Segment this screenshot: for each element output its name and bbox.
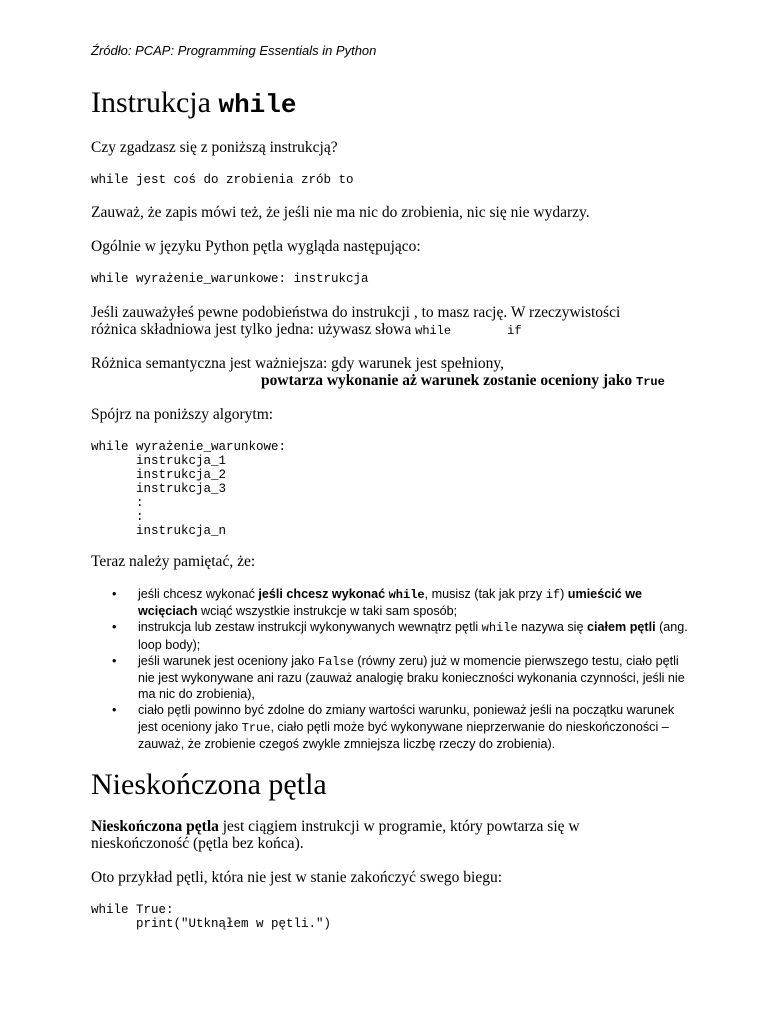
source-caption: Źródło: PCAP: Programming Essentials in Python [91,43,377,58]
title-text: Instrukcja [91,86,219,119]
section-title-infinite-loop: Nieskończona pętla [91,768,327,801]
paragraph-infinite-2: Oto przykład pętli, która nie jest w stanie zakończyć swego biegu: [91,869,503,886]
inline-code-while: while [415,324,452,338]
bullet-list [112,586,692,752]
question-text: Czy zgadzasz się z poniższą instrukcją? [91,139,338,156]
code-line-1: while jest coś do zrobienia zrób to [91,173,354,187]
code-block-algorithm: while wyrażenie_warunkowe: instrukcja_1 instrukcja_2 instrukcja_3 : : instrukcja_n [91,440,287,538]
bullet-dot-icon: • [112,620,117,635]
paragraph-3-line-1: Jeśli zauważyłeś pewne podobieństwa do instrukcji , to masz rację. W rzeczywistości [91,304,621,321]
code-line-2: while wyrażenie_warunkowe: instrukcja [91,272,369,286]
paragraph-4-line-2 [261,372,665,390]
inline-code-true: True [636,375,665,389]
paragraph-6: Teraz należy pamiętać, że: [91,553,256,570]
p3-text: różnica składniowa jest tylko jedna: używasz słowa [91,321,412,338]
paragraph-5: Spójrz na poniższy algorytm: [91,406,274,423]
bullet-dot-icon: • [112,703,117,718]
bullet-dot-icon: • [112,587,117,601]
title-code: while [218,90,297,120]
paragraph-2: Ogólnie w języku Python pętla wygląda następująco: [91,238,421,255]
p4-text: powtarza wykonanie aż warunek zostanie oceniony jako [261,372,633,389]
paragraph-infinite-line-2: nieskończoność (pętla bez końca). [91,835,304,852]
paragraph-infinite-line-1: Nieskończona pętla jest ciągiem instrukcji w programie, który powtarza się w [91,818,580,835]
bullet-dot-icon: • [112,653,117,668]
list-item: • instrukcja lub zestaw instrukcji wykonywanych wewnątrz pętli while nazywa się ciałem pętli (ang. loop body); [112,620,688,652]
paragraph-1: Zauważ, że zapis mówi też, że jeśli nie ma nic do zrobienia, nic się nie wydarzy. [91,204,590,221]
list-item: • jeśli chcesz wykonać jeśli chcesz wykonać while, musisz (tak jak przy if) umieścić we wcięciach wciąć wszystkie instrukcje w taki sam sposób; [112,587,643,619]
list-item: • jeśli warunek jest oceniony jako False (równy zeru) już w momencie pierwszego testu, ciało pętli nie jest wykonywane ani razu (zauważ analogię braku konieczności wykonania czynności, jeśli nie ma nic do zrobienia), [112,653,685,702]
paragraph-4-line-1: Różnica semantyczna jest ważniejsza: gdy warunek jest spełniony, [91,355,505,372]
term-bold: Nieskończona pętla [91,818,219,835]
paragraph-3-line-2 [91,321,522,339]
list-item: • ciało pętli powinno być zdolne do zmiany wartości warunku, ponieważ jeśli na początku warunek jest oceniony jako True, ciało pętli może być wykonywane nieprzerwanie do nieskończoności – zauważ, że zrobienie czegoś zwykle zmniejsza liczbę rzeczy do zrobienia). [112,703,675,751]
code-block-infinite: while True: print("Utknąłem w pętli.") [91,903,332,931]
inline-code-if: if [507,324,522,338]
section-title-while [91,86,296,120]
